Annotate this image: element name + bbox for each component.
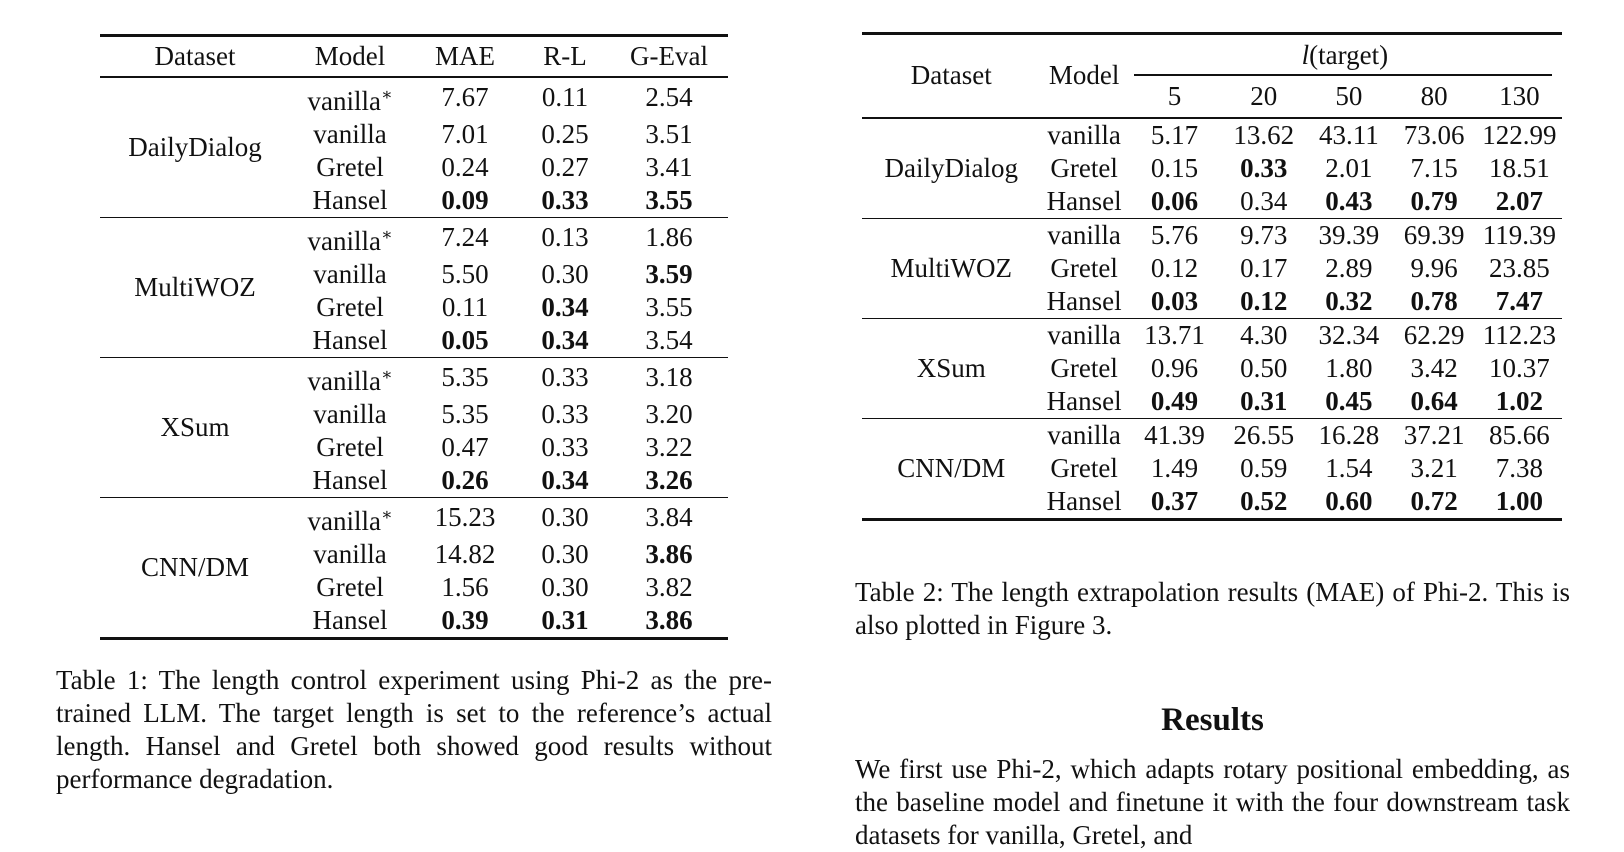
value-cell: 0.96 [1150,352,1199,383]
rl-cell: 0.27 [541,151,589,182]
table-row [100,77,728,118]
geval-cell: 3.20 [645,398,693,429]
dataset-cell: DailyDialog [128,131,262,162]
table-2-group-dailydialog [862,118,1562,219]
value-cell: 37.21 [1392,418,1477,452]
model-cell: vanilla∗ [290,217,410,258]
value-cell: 26.55 [1221,418,1306,452]
rl-cell: 0.33 [541,398,589,429]
geval-cell: 3.22 [645,431,693,462]
value-cell: 112.23 [1477,318,1562,352]
model-cell: Hansel [1046,185,1122,216]
model-cell: vanilla [1047,119,1121,150]
value-cell: 0.06 [1150,185,1199,216]
target-5-header: 5 [1128,76,1221,118]
dataset-cell: MultiWOZ [862,218,1041,318]
geval-cell: 3.55 [645,291,693,322]
model-cell: Gretel [1050,152,1118,183]
value-cell: 0.64 [1410,385,1458,416]
table-row [100,357,728,398]
geval-cell: 3.18 [610,357,728,398]
value-cell: 39.39 [1306,218,1391,252]
table-row [100,497,728,538]
mae-cell: 0.26 [441,464,489,495]
table-2-header-row [862,34,1562,76]
value-cell: 0.52 [1240,485,1288,516]
rl-cell: 0.33 [541,184,589,215]
target-50-header: 50 [1306,76,1391,118]
value-cell: 122.99 [1482,119,1557,150]
table-1-group-multiwoz [100,217,728,357]
table-row [862,418,1562,452]
geval-cell: 3.84 [610,497,728,538]
value-cell: 1.00 [1495,485,1543,516]
model-cell: Hansel [312,184,388,215]
value-cell: 1.80 [1325,352,1373,383]
table-1-group-xsum [100,357,728,497]
table-1-header-model: Model [290,36,410,77]
mae-cell: 14.82 [434,538,496,569]
model-cell: Hansel [312,324,388,355]
value-cell: 2.89 [1325,252,1373,283]
model-cell: vanilla [313,258,387,289]
mae-cell: 7.01 [441,118,489,149]
mae-cell: 1.56 [441,571,489,602]
target-130-header: 130 [1477,76,1562,118]
table-2 [862,32,1562,521]
mae-cell: 5.50 [441,258,489,289]
mae-cell: 7.67 [441,82,489,112]
target-20-header: 20 [1221,76,1306,118]
value-cell: 5.76 [1128,218,1221,252]
value-cell: 0.31 [1240,385,1288,416]
mae-cell: 7.24 [410,217,520,258]
value-cell: 0.34 [1240,185,1288,216]
table-2-header-dataset: Dataset [862,34,1041,118]
value-cell: 43.11 [1319,119,1379,150]
value-cell: 85.66 [1477,418,1562,452]
asterisk-superscript: ∗ [380,224,393,244]
table-1-header-row [100,36,728,77]
value-cell: 7.47 [1495,285,1543,316]
target-cmidrule [1134,74,1552,76]
value-cell: 0.32 [1325,285,1373,316]
value-cell: 0.43 [1325,185,1373,216]
value-cell: 4.30 [1221,318,1306,352]
model-cell: vanilla [1041,418,1128,452]
dataset-cell: MultiWOZ [100,217,290,357]
model-cell: vanilla [313,538,387,569]
rl-cell: 0.33 [520,357,610,398]
model-cell: Gretel [316,431,384,462]
model-cell: vanilla [1041,318,1128,352]
dataset-cell: CNN/DM [862,418,1041,519]
value-cell: 0.17 [1240,252,1288,283]
value-cell: 0.15 [1150,152,1199,183]
value-cell: 13.62 [1233,119,1295,150]
value-cell: 0.79 [1410,185,1458,216]
asterisk-superscript: ∗ [380,504,393,524]
table-2-group-xsum [862,318,1562,418]
table-row [862,318,1562,352]
value-cell: 9.73 [1221,218,1306,252]
table-row [862,218,1562,252]
geval-cell: 1.86 [610,217,728,258]
table-1-header-rl: R-L [520,36,610,77]
value-cell: 1.02 [1495,385,1543,416]
table-2-header-model: Model [1041,34,1128,118]
table-row [100,217,728,258]
rl-cell: 0.30 [541,258,589,289]
mae-cell: 15.23 [410,497,520,538]
rl-cell: 0.34 [541,464,589,495]
table-1-header-mae: MAE [410,36,520,77]
value-cell: 10.37 [1488,352,1550,383]
value-cell: 0.72 [1410,485,1458,516]
results-heading: Results [1161,702,1264,738]
mae-cell: 0.24 [441,151,489,182]
value-cell: 0.33 [1240,152,1288,183]
value-cell: 0.60 [1325,485,1373,516]
table-2-header-target [1128,34,1562,76]
value-cell: 7.15 [1410,152,1458,183]
value-cell: 69.39 [1392,218,1477,252]
rl-cell: 0.30 [520,497,610,538]
rl-cell: 0.34 [541,324,589,355]
value-cell: 16.28 [1306,418,1391,452]
mae-cell: 0.09 [441,184,489,215]
rl-cell: 0.13 [520,217,610,258]
value-cell: 0.59 [1240,452,1288,483]
rl-cell: 0.30 [541,571,589,602]
model-cell: Hansel [312,604,388,635]
table-1-header-dataset: Dataset [100,36,290,77]
model-cell: Gretel [316,151,384,182]
model-cell: Gretel [316,291,384,322]
value-cell: 9.96 [1410,252,1458,283]
value-cell: 5.17 [1150,119,1199,150]
model-cell: vanilla [313,398,387,429]
model-cell: vanilla∗ [307,84,393,116]
rl-cell: 0.33 [541,431,589,462]
geval-cell: 3.55 [645,184,693,215]
mae-cell: 0.11 [441,291,489,322]
value-cell: 0.37 [1150,485,1199,516]
model-cell: Gretel [1050,452,1118,483]
value-cell: 1.54 [1325,452,1373,483]
value-cell: 41.39 [1128,418,1221,452]
mae-cell: 5.35 [441,398,489,429]
rl-cell: 0.30 [541,538,589,569]
model-cell: Hansel [1046,285,1122,316]
model-cell: Gretel [316,571,384,602]
rl-cell: 0.31 [541,604,589,635]
rl-cell: 0.25 [541,118,589,149]
value-cell: 0.50 [1240,352,1288,383]
value-cell: 13.71 [1128,318,1221,352]
geval-cell: 3.26 [645,464,693,495]
value-cell: 7.38 [1495,452,1543,483]
geval-cell: 3.86 [645,604,693,635]
model-cell: Gretel [1050,252,1118,283]
value-cell: 0.03 [1150,285,1199,316]
dataset-cell: DailyDialog [884,152,1019,183]
table-row [862,118,1562,152]
table-2-group-multiwoz [862,218,1562,318]
rl-cell: 0.11 [541,82,589,112]
geval-cell: 3.86 [645,538,693,569]
model-cell: vanilla∗ [290,357,410,398]
value-cell: 2.01 [1325,152,1373,183]
value-cell: 3.42 [1410,352,1458,383]
value-cell: 2.07 [1495,185,1543,216]
mae-cell: 5.35 [410,357,520,398]
mae-cell: 0.47 [441,431,489,462]
model-cell: Gretel [1050,352,1118,383]
value-cell: 23.85 [1488,252,1550,283]
value-cell: 1.49 [1150,452,1199,483]
dataset-cell: XSum [862,318,1041,418]
value-cell: 32.34 [1306,318,1391,352]
value-cell: 0.49 [1150,385,1199,416]
geval-cell: 3.82 [645,571,693,602]
rl-cell: 0.34 [541,291,589,322]
geval-cell: 3.41 [645,151,693,182]
model-cell: vanilla [1041,218,1128,252]
table-1-group-cnndm [100,497,728,638]
model-cell: Hansel [1046,485,1122,516]
mae-cell: 0.39 [441,604,489,635]
geval-cell: 3.59 [645,258,693,289]
value-cell: 62.29 [1392,318,1477,352]
dataset-cell: CNN/DM [100,497,290,638]
asterisk-superscript: ∗ [380,84,393,104]
mae-cell: 0.05 [441,324,489,355]
asterisk-superscript: ∗ [380,364,393,384]
table-1-group-dailydialog [100,77,728,218]
results-paragraph: We first use Phi-2, which adapts rotary positional embedding, as the baseline model and finetune it with the four downstream task datasets for vanilla, Gretel, and [855,754,1570,850]
target-variable: l [1301,39,1310,70]
value-cell: 3.21 [1410,452,1458,483]
value-cell: 0.12 [1150,252,1199,283]
geval-cell: 3.51 [645,118,693,149]
value-cell: 0.45 [1325,385,1373,416]
target-label: (target) [1309,39,1389,70]
value-cell: 119.39 [1477,218,1562,252]
table-1 [100,34,728,640]
value-cell: 18.51 [1488,152,1550,183]
value-cell: 0.78 [1410,285,1458,316]
table-1-header-geval: G-Eval [610,36,728,77]
model-cell: Hansel [1046,385,1122,416]
value-cell: 0.12 [1240,285,1288,316]
table-1-caption: Table 1: The length control experiment using Phi-2 as the pre-trained LLM. The target length is set to the reference’s actual length. Hansel and Gretel both showed good results without performance degradation. [56,665,772,794]
value-cell: 73.06 [1403,119,1465,150]
table-2-group-cnndm [862,418,1562,519]
model-cell: Hansel [312,464,388,495]
target-80-header: 80 [1392,76,1477,118]
geval-cell: 3.54 [645,324,693,355]
dataset-cell: XSum [100,357,290,497]
table-2-caption: Table 2: The length extrapolation results (MAE) of Phi-2. This is also plotted in Figure 3. [855,577,1570,640]
model-cell: vanilla [313,118,387,149]
geval-cell: 2.54 [645,82,693,112]
model-cell: vanilla∗ [290,497,410,538]
